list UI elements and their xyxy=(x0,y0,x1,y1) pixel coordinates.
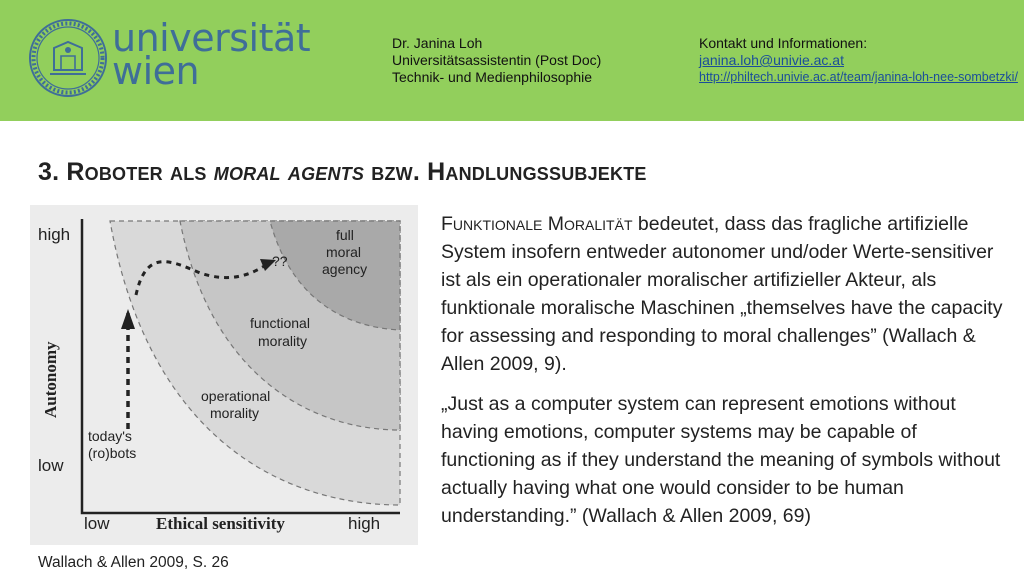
y-tick-high: high xyxy=(38,225,71,244)
contact-email-link[interactable]: janina.loh@univie.ac.at xyxy=(699,52,844,68)
moral-agency-diagram xyxy=(30,205,418,545)
slide-title xyxy=(38,158,647,187)
paragraph-quote: „Just as a computer system can represent emotions without having emotions, computer systems may be capable of functioning as if they understand the meaning of symbols without actually having what one would consider to be human understanding.” (Wallach & Allen 2009, 69) xyxy=(441,393,1001,527)
diagram-svg xyxy=(30,205,418,545)
figure-caption: Wallach & Allen 2009, S. 26 xyxy=(38,554,229,571)
contact-url-link[interactable]: http://philtech.univie.ac.at/team/janina-loh-nee-sombetzki/ xyxy=(699,70,1018,84)
header-bar xyxy=(0,0,1024,121)
title-number: 3. xyxy=(38,158,60,186)
x-tick-high: high xyxy=(348,514,381,533)
wordmark-line1: universität xyxy=(112,16,311,60)
university-wordmark xyxy=(112,16,311,93)
region-full-label-3: agency xyxy=(322,261,368,277)
region-full-label-1: full xyxy=(336,227,354,243)
region-full-label-2: moral xyxy=(326,244,362,260)
paragraph-1-text: bedeutet, dass das fragliche artifizielle System insofern entweder autonomer und/oder Werte-sensitiver ist als ein operationaler moralischer artifizieller Akteur, als funktionale moralische Maschinen „themselves have the capacity for assessing and responding to moral challenges” (Wallach & Allen 2009, 9). xyxy=(441,213,1003,375)
region-operational-label-2: morality xyxy=(210,405,260,421)
title-part3: bzw. Handlungssubjekte xyxy=(371,158,647,186)
paragraph-lead-term: Funktionale Moralität xyxy=(441,213,633,235)
y-tick-low: low xyxy=(38,456,64,475)
author-department: Technik- und Medienphilosophie xyxy=(392,69,593,85)
title-part2: moral agents xyxy=(213,158,365,186)
contact-heading: Kontakt und Informationen: xyxy=(699,35,868,51)
author-role: Universitätsassistentin (Post Doc) xyxy=(392,52,602,68)
today-label-1: today's xyxy=(88,428,132,444)
region-functional-label-2: morality xyxy=(258,333,308,349)
today-label-2: (ro)bots xyxy=(88,445,137,461)
contact-block xyxy=(699,35,1018,86)
body-text xyxy=(441,210,1016,530)
unknown-label: ?? xyxy=(272,253,288,269)
y-axis-label: Autonomy xyxy=(41,341,60,418)
author-block xyxy=(392,35,601,86)
region-functional-label-1: functional xyxy=(250,315,310,331)
author-name: Dr. Janina Loh xyxy=(392,35,483,51)
paragraph-functional-morality xyxy=(441,210,1016,378)
wordmark-line2: wien xyxy=(112,49,200,93)
x-axis-label: Ethical sensitivity xyxy=(156,514,285,533)
university-seal-icon xyxy=(28,18,108,98)
x-tick-low: low xyxy=(84,514,110,533)
title-part1: Roboter als xyxy=(66,158,207,186)
region-operational-label-1: operational xyxy=(201,388,271,404)
